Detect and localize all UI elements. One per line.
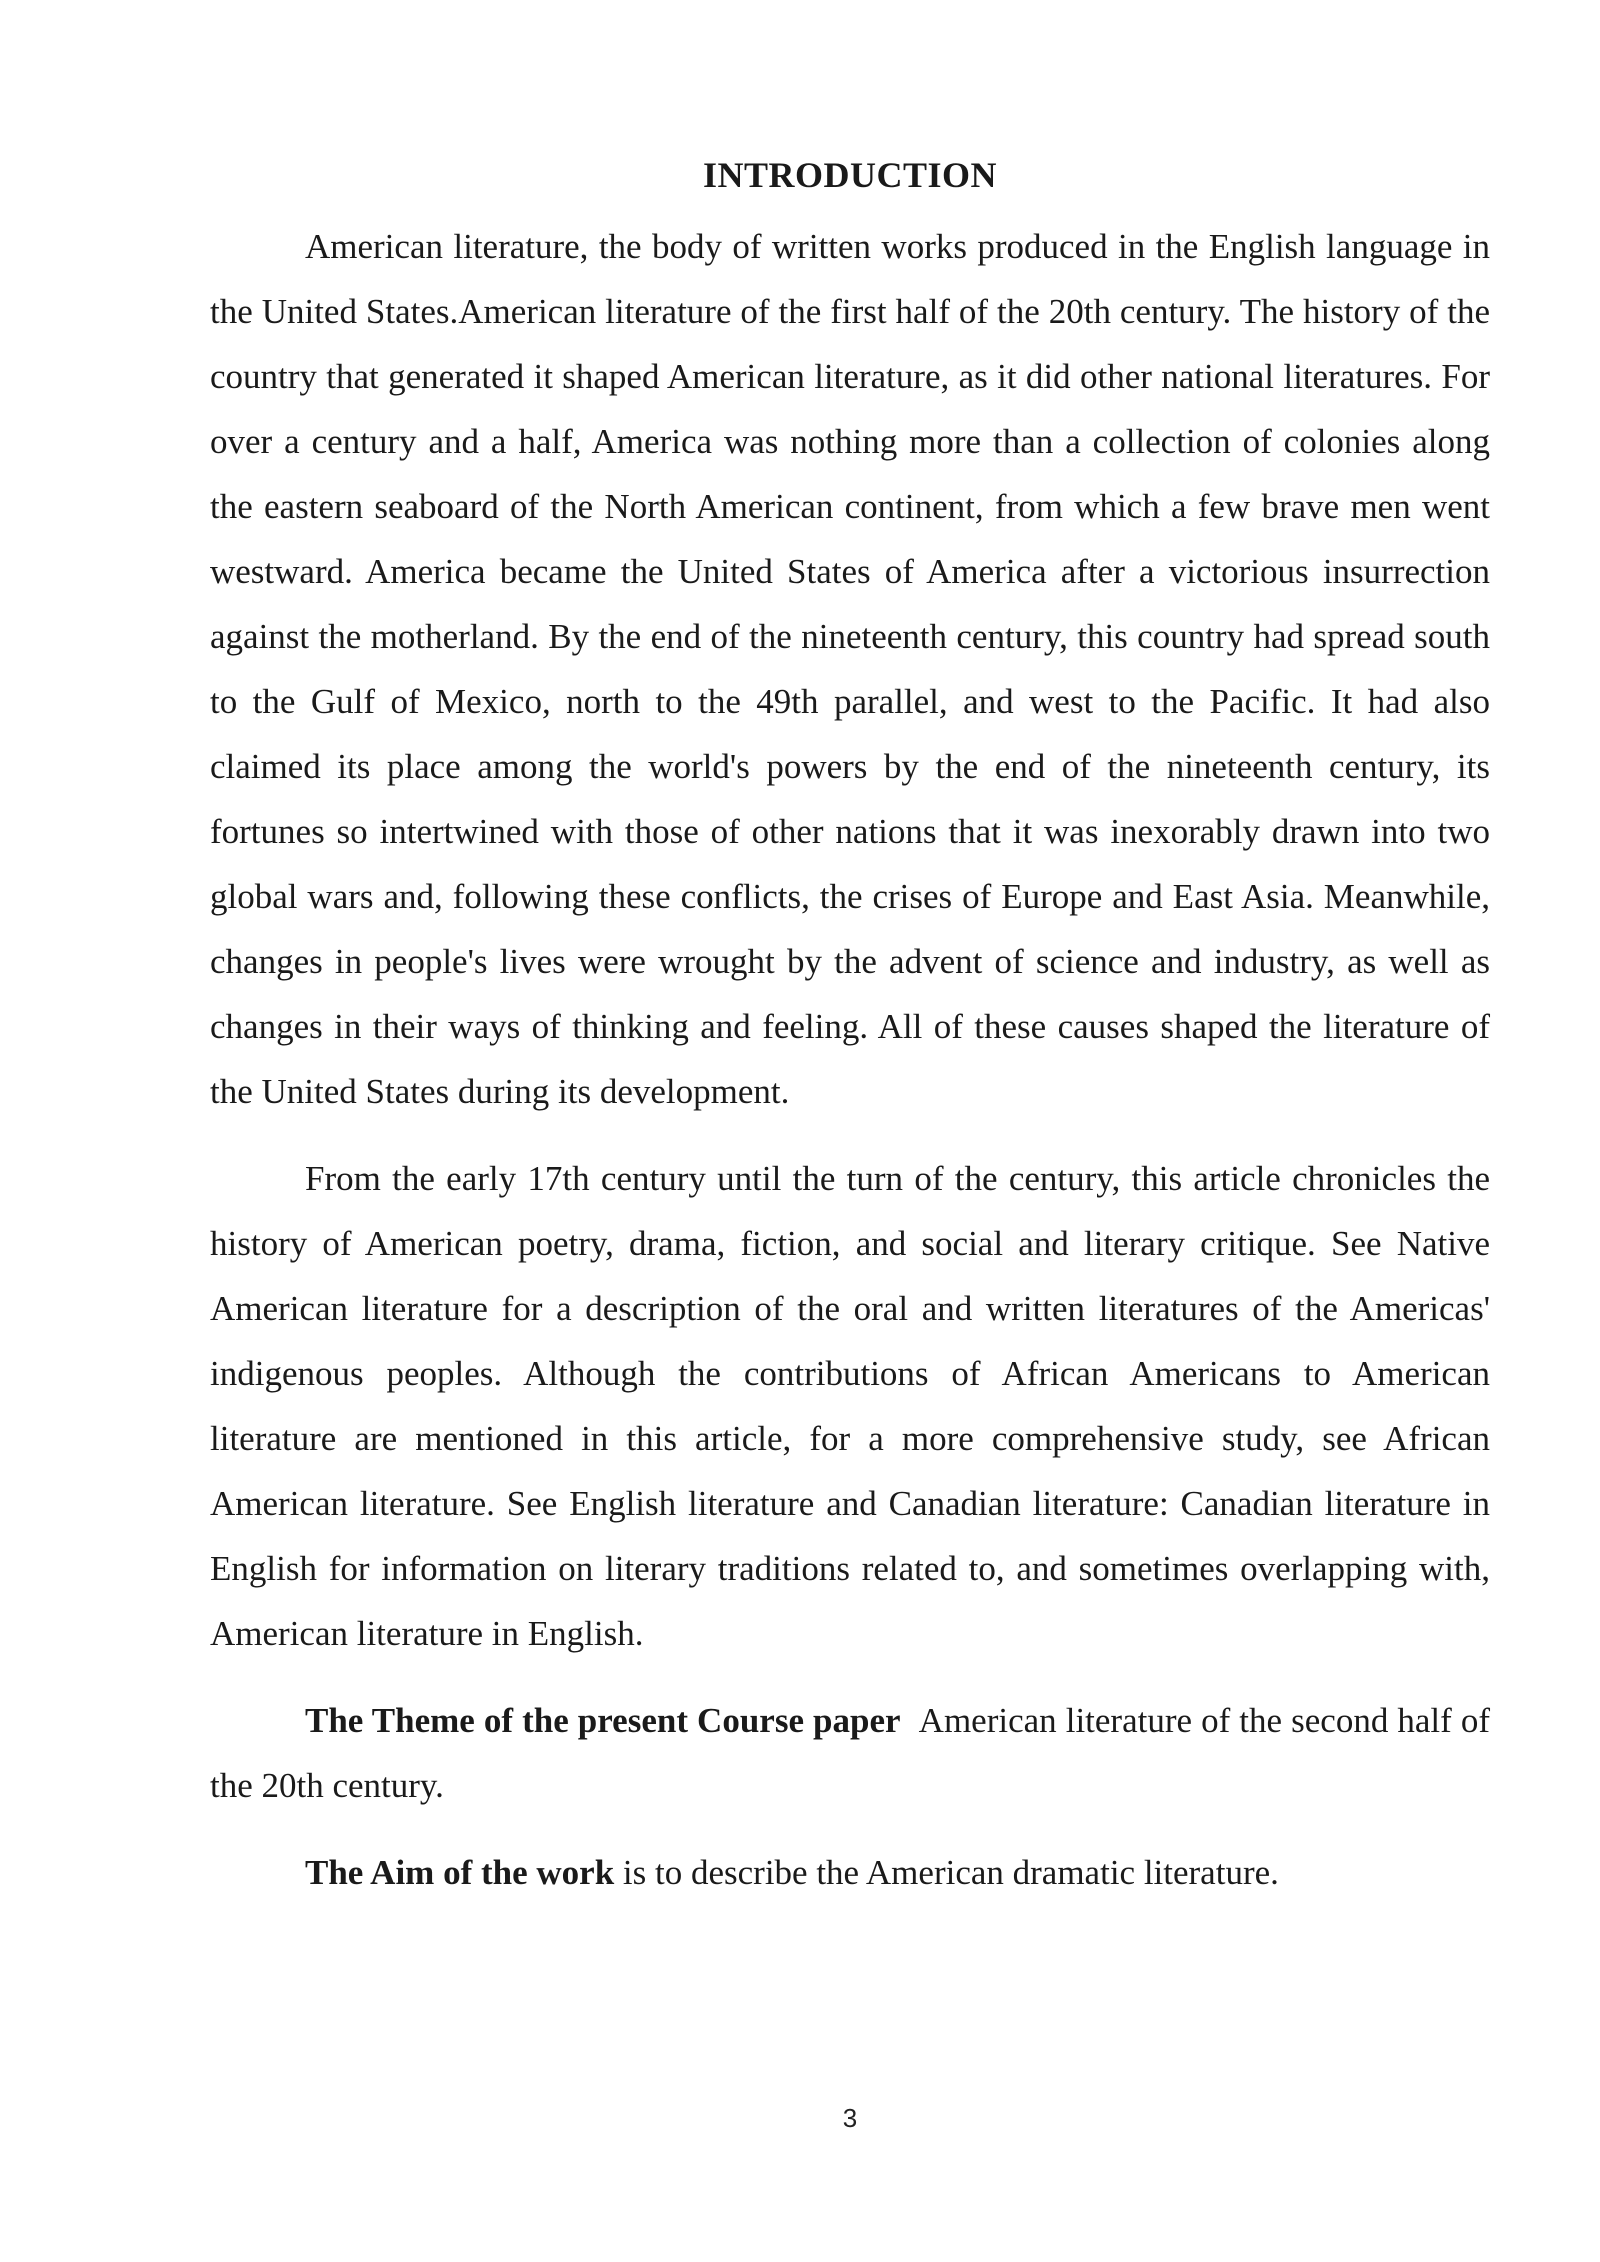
page-number: 3 (842, 2103, 858, 2133)
document-page (210, 150, 1490, 1927)
aim-paragraph (210, 1840, 1490, 1905)
aim-text: is to describe the American dramatic literature. (622, 1853, 1279, 1892)
intro-paragraph-1: American literature, the body of written works produced in the English language in the United States.American literature of the first half of the 20th century. The history of the country that generated it shaped American literature, as it did other national literatures. For over a century and a half, America was nothing more than a collection of colonies along the eastern seaboard of the North American continent, from which a few brave men went westward. America became the United States of America after a victorious insurrection against the motherland. By the end of the nineteenth century, this country had spread south to the Gulf of Mexico, north to the 49th parallel, and west to the Pacific. It had also claimed its place among the world's powers by the end of the nineteenth century, its fortunes so intertwined with those of other nations that it was inexorably drawn into two global wars and, following these conflicts, the crises of Europe and East Asia. Meanwhile, changes in people's lives were wrought by the advent of science and industry, as well as changes in their ways of thinking and feeling. All of these causes shaped the literature of the United States during its development. (210, 227, 1490, 1111)
theme-label: The Theme of the present Course paper (305, 1701, 901, 1740)
section-heading: INTRODUCTION (702, 155, 998, 195)
intro-paragraph-2: From the early 17th century until the turn of the century, this article chronicles the history of American poetry, drama, fiction, and social and literary critique. See Native American literature for a description of the oral and written literatures of the Americas' indigenous peoples. Although the contributions of African Americans to American literature are mentioned in this article, for a more comprehensive study, see African American literature. See English literature and Canadian literature: Canadian literature in English for information on literary traditions related to, and sometimes overlapping with, American literature in English. (210, 1159, 1490, 1653)
aim-label: The Aim of the work (305, 1853, 615, 1892)
theme-paragraph (210, 1688, 1490, 1818)
theme-text: American literature of the second half of the 20th century. (210, 1701, 1491, 1805)
